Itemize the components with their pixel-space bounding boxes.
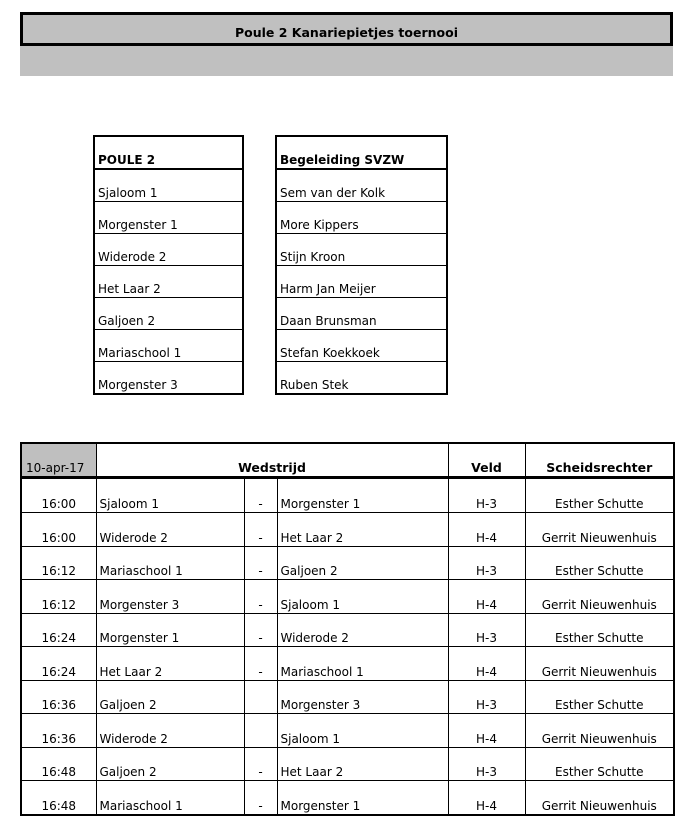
table-row	[21, 647, 674, 681]
match-referee: Gerrit Nieuwenhuis	[525, 781, 674, 815]
match-referee: Esther Schutte	[525, 747, 674, 781]
field-header: Veld	[448, 443, 525, 478]
home-team: Galjoen 2	[96, 747, 244, 781]
home-team: Widerode 2	[96, 714, 244, 748]
match-separator: -	[244, 613, 277, 647]
schedule-date: 10-apr-17	[21, 443, 96, 478]
match-referee: Esther Schutte	[525, 680, 674, 714]
match-separator	[244, 714, 277, 748]
away-team: Widerode 2	[277, 613, 448, 647]
match-field: H-3	[448, 478, 525, 513]
poule-table	[93, 135, 244, 395]
match-time: 16:48	[21, 747, 96, 781]
home-team: Mariaschool 1	[96, 781, 244, 815]
table-row	[21, 613, 674, 647]
home-team: Morgenster 3	[96, 580, 244, 614]
away-team: Sjaloom 1	[277, 714, 448, 748]
poule-team: Morgenster 1	[94, 202, 243, 234]
begeleiding-name: Harm Jan Meijer	[276, 266, 447, 298]
match-referee: Esther Schutte	[525, 546, 674, 580]
match-time: 16:00	[21, 513, 96, 547]
poule-team: Sjaloom 1	[94, 169, 243, 202]
poule-team: Galjoen 2	[94, 298, 243, 330]
match-field: H-4	[448, 513, 525, 547]
match-field: H-4	[448, 580, 525, 614]
begeleiding-name: Stefan Koekkoek	[276, 330, 447, 362]
away-team: Mariaschool 1	[277, 647, 448, 681]
away-team: Het Laar 2	[277, 747, 448, 781]
away-team: Sjaloom 1	[277, 580, 448, 614]
begeleiding-header: Begeleiding SVZW	[276, 136, 447, 169]
match-separator: -	[244, 478, 277, 513]
home-team: Galjoen 2	[96, 680, 244, 714]
begeleiding-name: Stijn Kroon	[276, 234, 447, 266]
match-time: 16:48	[41, 798, 77, 813]
match-time: 16:12	[21, 546, 96, 580]
match-separator	[244, 680, 277, 714]
match-referee: Esther Schutte	[525, 478, 674, 513]
match-separator: -	[244, 513, 277, 547]
begeleiding-table	[275, 135, 448, 395]
home-team: Morgenster 1	[96, 613, 244, 647]
match-header: Wedstrijd	[96, 443, 448, 478]
page-title: Poule 2 Kanariepietjes toernooi	[20, 12, 673, 46]
match-time: 16:24	[21, 647, 96, 681]
away-team: Morgenster 1	[277, 781, 448, 815]
match-referee: Gerrit Nieuwenhuis	[525, 513, 674, 547]
away-team: Het Laar 2	[277, 513, 448, 547]
match-field: H-3	[448, 546, 525, 580]
match-field: H-3	[448, 613, 525, 647]
poule-team: Morgenster 3	[98, 378, 178, 392]
begeleiding-name: Daan Brunsman	[276, 298, 447, 330]
match-time: 16:36	[21, 714, 96, 748]
match-referee: Gerrit Nieuwenhuis	[525, 580, 674, 614]
home-team: Mariaschool 1	[96, 546, 244, 580]
table-row	[21, 714, 674, 748]
match-referee: Gerrit Nieuwenhuis	[525, 647, 674, 681]
match-separator: -	[244, 747, 277, 781]
match-separator: -	[244, 546, 277, 580]
match-separator: -	[244, 781, 277, 815]
match-field: H-3	[448, 680, 525, 714]
home-team: Widerode 2	[96, 513, 244, 547]
table-row	[21, 781, 674, 815]
match-field: H-3	[448, 747, 525, 781]
match-field: H-4	[448, 781, 525, 815]
match-separator: -	[244, 580, 277, 614]
match-separator: -	[244, 647, 277, 681]
match-time: 16:12	[21, 580, 96, 614]
title-band	[20, 46, 673, 76]
away-team: Morgenster 3	[277, 680, 448, 714]
match-field: H-4	[448, 647, 525, 681]
home-team: Sjaloom 1	[96, 478, 244, 513]
poule-team: Mariaschool 1	[94, 330, 243, 362]
begeleiding-name: Ruben Stek	[280, 378, 349, 392]
table-row	[21, 580, 674, 614]
match-referee: Gerrit Nieuwenhuis	[525, 714, 674, 748]
match-referee: Esther Schutte	[525, 613, 674, 647]
table-row	[21, 747, 674, 781]
match-time: 16:00	[21, 478, 96, 513]
poule-team: Widerode 2	[94, 234, 243, 266]
table-row	[21, 478, 674, 513]
begeleiding-name: Sem van der Kolk	[276, 169, 447, 202]
match-time: 16:36	[21, 680, 96, 714]
match-field: H-4	[448, 714, 525, 748]
referee-header: Scheidsrechter	[525, 443, 674, 478]
away-team: Galjoen 2	[277, 546, 448, 580]
away-team: Morgenster 1	[277, 478, 448, 513]
match-time: 16:24	[21, 613, 96, 647]
table-row	[21, 513, 674, 547]
begeleiding-name: More Kippers	[276, 202, 447, 234]
home-team: Het Laar 2	[96, 647, 244, 681]
poule-header: POULE 2	[94, 136, 243, 169]
poule-team: Het Laar 2	[94, 266, 243, 298]
table-row	[21, 680, 674, 714]
schedule-table	[20, 442, 675, 816]
table-row	[21, 546, 674, 580]
